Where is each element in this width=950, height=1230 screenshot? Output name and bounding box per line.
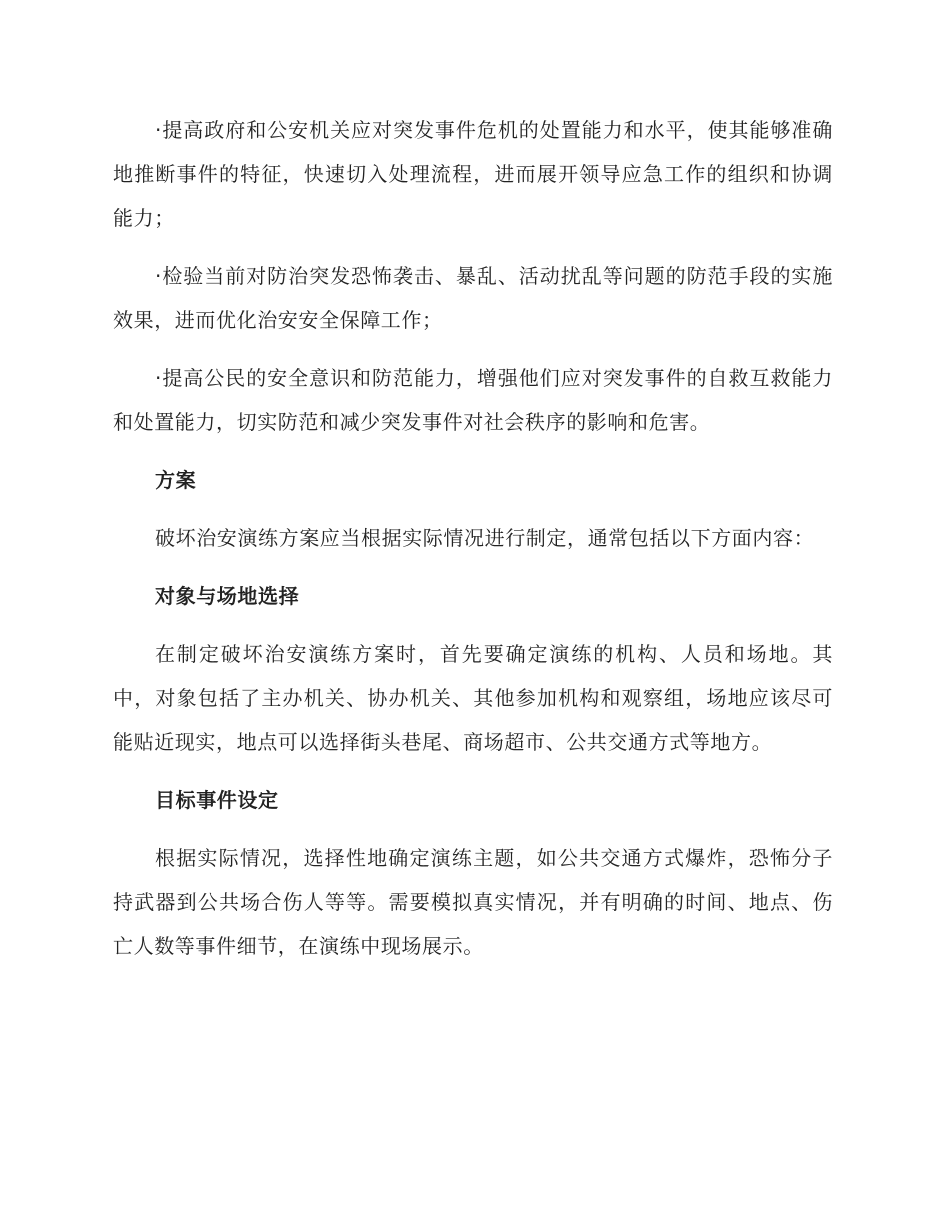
section-body-target-venue: 在制定破坏治安演练方案时，首先要确定演练的机构、人员和场地。其中，对象包括了主办机关、协办机关、其他参加机构和观察组，场地应该尽可能贴近现实，地点可以选择街头巷尾、商场超市、公共交通方式等地方。 [113, 642, 833, 754]
section-heading-target-venue: 对象与场地选择 [155, 584, 300, 608]
section-body-event-setting: 根据实际情况，选择性地确定演练主题，如公共交通方式爆炸，恐怖分子持武器到公共场合伤人等等。需要模拟真实情况，并有明确的时间、地点、伤亡人数等事件细节，在演练中现场展示。 [113, 846, 833, 958]
document-body [113, 108, 833, 982]
section-heading-plan: 方案 [155, 468, 197, 492]
section-heading-event-setting: 目标事件设定 [155, 788, 279, 812]
bullet-paragraph-3: ·提高公民的安全意识和防范能力，增强他们应对突发事件的自救互救能力和处置能力，切实防范和减少突发事件对社会秩序的影响和危害。 [113, 366, 833, 434]
bullet-paragraph-1: ·提高政府和公安机关应对突发事件危机的处置能力和水平，使其能够准确地推断事件的特征，快速切入处理流程，进而展开领导应急工作的组织和协调能力； [113, 118, 833, 230]
bullet-paragraph-2: ·检验当前对防治突发恐怖袭击、暴乱、活动扰乱等问题的防范手段的实施效果，进而优化治安安全保障工作； [113, 264, 833, 332]
section-body-plan: 破坏治安演练方案应当根据实际情况进行制定，通常包括以下方面内容： [155, 526, 815, 550]
